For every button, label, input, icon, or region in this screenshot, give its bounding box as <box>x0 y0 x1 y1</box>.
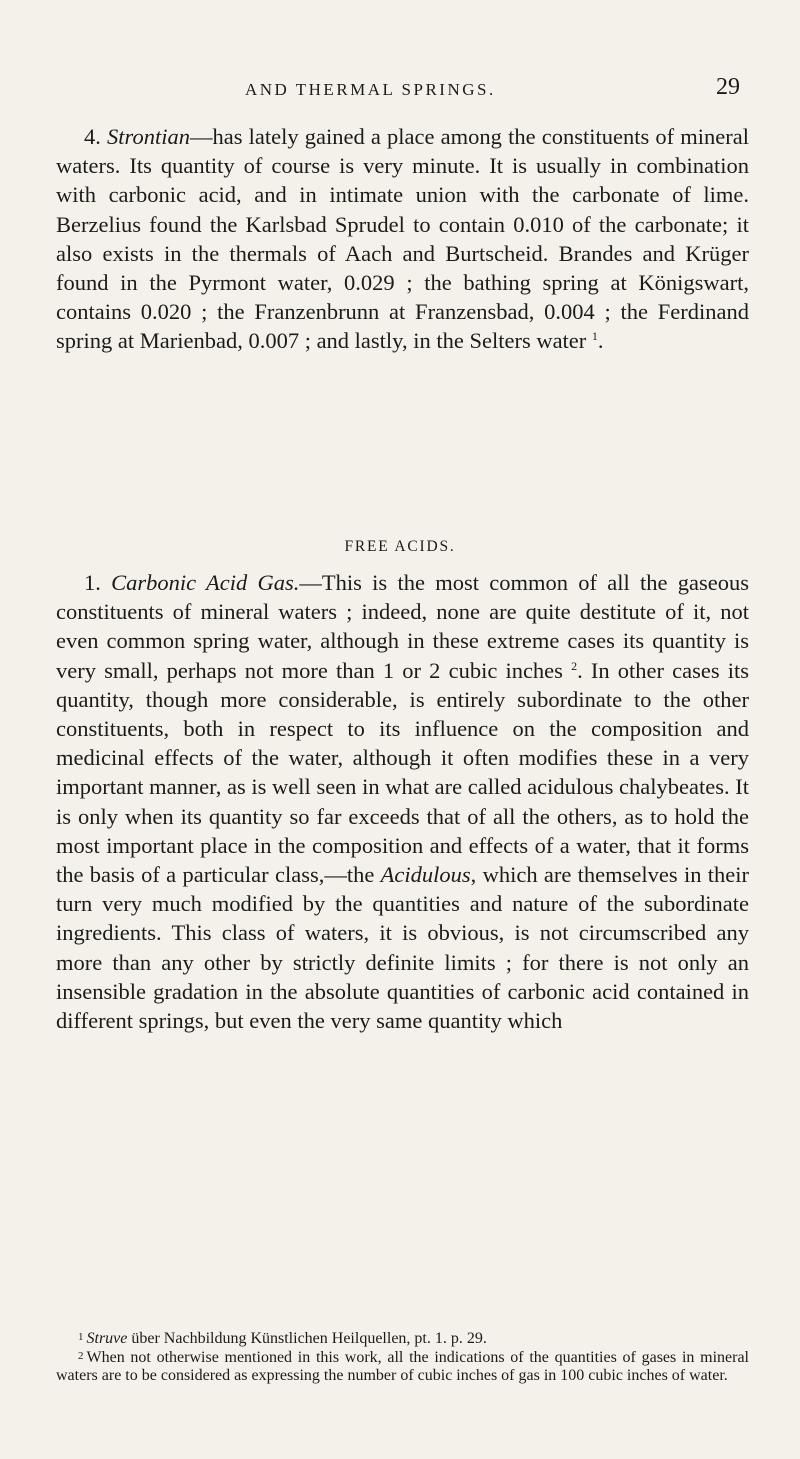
footnote-text: über Nachbildung Künstlichen Heilquellen, pt. 1. p. 29. <box>127 1330 487 1347</box>
section-term: Strontian <box>107 124 190 149</box>
paragraph-text-part3: , which are themselves in their turn very much modified by the quantities and nature of the subordinate ingredients. This class of waters, it is obvious, is not circumscribed any more than any other by strictly definite limits ; for there is not only an insensible gradation in the absolute quantities of carbonic acid contained in different springs, but even the very same quantity which <box>56 862 749 1034</box>
running-head: AND THERMAL SPRINGS. <box>245 80 496 99</box>
footnote <box>56 1349 749 1386</box>
section-heading: FREE ACIDS. <box>344 538 456 555</box>
footnote-text: When not otherwise mentioned in this work, all the indications of the quantities of gases in mineral waters are to be considered as expressing the number of cubic inches of gas in 100 cubic inches of water. <box>56 1348 749 1384</box>
footnotes <box>56 1330 749 1386</box>
page-number: 29 <box>716 74 740 100</box>
footnote-reference: 2 <box>571 658 578 673</box>
footnote <box>56 1330 749 1349</box>
section-number: 4. <box>84 124 101 149</box>
carbonic-acid-paragraph <box>56 568 749 1035</box>
carbonic-acid-paragraph-block <box>56 568 749 1035</box>
strontian-paragraph <box>56 122 749 356</box>
footnote-mark: 1 <box>78 1331 84 1343</box>
class-term: Acidulous <box>380 862 471 888</box>
footnote-reference: 1 <box>591 329 598 344</box>
strontian-paragraph-block <box>56 122 749 356</box>
paragraph-text-part1: —This is the most common of all the gaseous constituents of mineral waters ; indeed, none are quite destitute of it, not even common spring water, although in these extreme cases its quantity is very small, perhaps not more than 1 or 2 cubic inches <box>56 570 750 683</box>
section-number: 1. <box>84 570 101 595</box>
footnote-author: Struve <box>86 1330 128 1347</box>
paragraph-end: . <box>597 328 604 354</box>
paragraph-text-part2: . In other cases its quantity, though more considerable, is entirely subordinate to the other constituents, both in respect to its influence on the composition and medicinal effects of the water, although it often modifies these in a very important manner, as is well seen in what are called acidulous chalybeates. It is only when its quantity so far exceeds that of all the others, as to hold the most important place in the composition and effects of a water, that it forms the basis of a particular class,—the <box>56 657 749 888</box>
paragraph-text: —has lately gained a place among the constituents of mineral waters. Its quantity of course is very minute. It is usually in combination with carbonic acid, and in intimate union with the carbonate of lime. Berzelius found the Karlsbad Sprudel to contain 0.010 of the carbonate; it also exists in the thermals of Aach and Burtscheid. Brandes and Krüger found in the Pyrmont water, 0.029 ; the bathing spring at Königswart, contains 0.020 ; the Franzenbrunn at Franzensbad, 0.004 ; the Ferdinand spring at Marienbad, 0.007 ; and lastly, in the Selters water <box>56 124 750 354</box>
footnote-mark: 2 <box>78 1349 84 1362</box>
section-term: Carbonic Acid Gas. <box>111 570 300 595</box>
